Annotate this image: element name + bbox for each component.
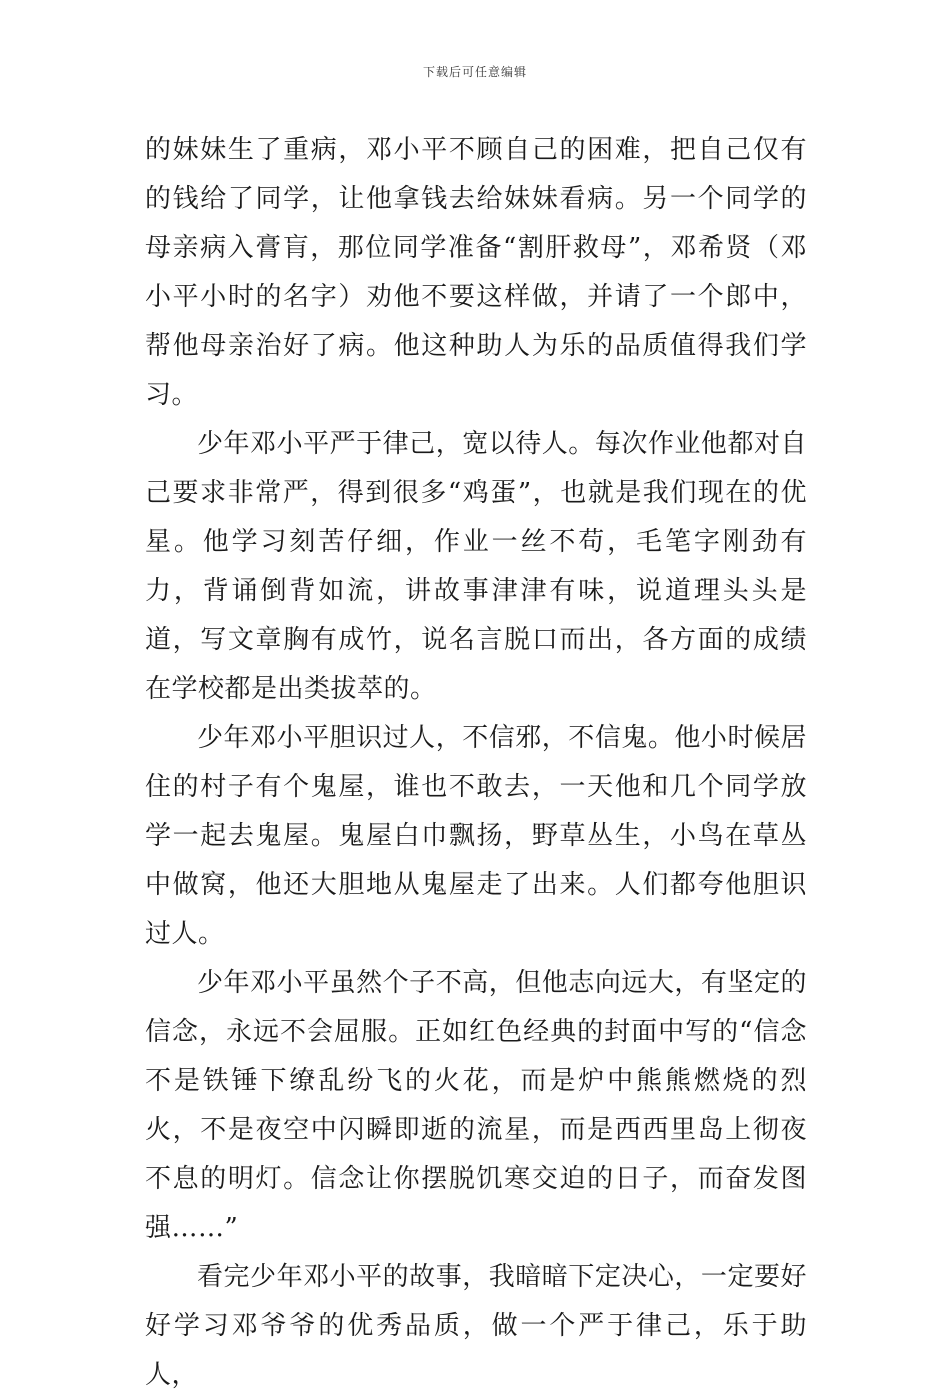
document-body [145,126,807,1400]
paragraph-1: 的妹妹生了重病，邓小平不顾自己的困难，把自己仅有的钱给了同学，让他拿钱去给妹妹看病。另一个同学的母亲病入膏肓，那位同学准备“割肝救母”，邓希贤（邓小平小时的名字）劝他不要这样做，并请了一个郎中，帮他母亲治好了病。他这种助人为乐的品质值得我们学习。 [145,135,807,410]
paragraph-5: 看完少年邓小平的故事，我暗暗下定决心，一定要好好学习邓爷爷的优秀品质，做一个严于律己，乐于助人， [145,1262,807,1390]
paragraph-2: 少年邓小平严于律己，宽以待人。每次作业他都对自己要求非常严，得到很多“鸡蛋”，也就是我们现在的优星。他学习刻苦仔细，作业一丝不苟，毛笔字刚劲有力，背诵倒背如流，讲故事津津有味，说道理头头是道，写文章胸有成竹，说名言脱口而出，各方面的成绩在学校都是出类拔萃的。 [145,429,807,704]
page-header: 下载后可任意编辑 [422,65,527,79]
paragraph-3: 少年邓小平胆识过人，不信邪，不信鬼。他小时候居住的村子有个鬼屋，谁也不敢去，一天他和几个同学放学一起去鬼屋。鬼屋白巾飘扬，野草丛生，小鸟在草丛中做窝，他还大胆地从鬼屋走了出来。人们都夸他胆识过人。 [145,723,807,949]
paragraph-4: 少年邓小平虽然个子不高，但他志向远大，有坚定的信念，永远不会屈服。正如红色经典的封面中写的“信念不是铁锤下缭乱纷飞的火花，而是炉中熊熊燃烧的烈火，不是夜空中闪瞬即逝的流星，而是西西里岛上彻夜不息的明灯。信念让你摆脱饥寒交迫的日子，而奋发图强……” [145,968,807,1243]
